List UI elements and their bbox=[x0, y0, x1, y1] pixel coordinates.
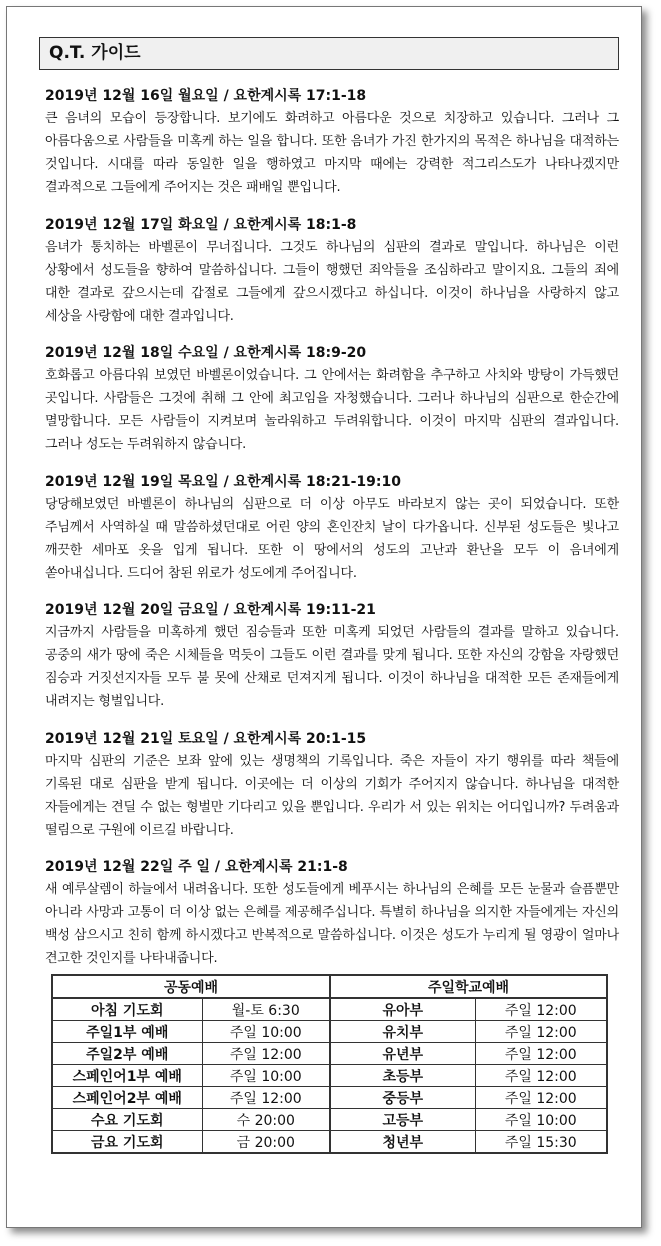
department-time: 주일 12:00 bbox=[475, 1021, 607, 1043]
entry-heading: 2019년 12월 19일 목요일 / 요한계시록 18:21-19:10 bbox=[45, 473, 401, 490]
department-name: 초등부 bbox=[330, 1065, 475, 1087]
service-time: 주일 12:00 bbox=[202, 1043, 330, 1065]
department-time: 주일 12:00 bbox=[475, 998, 607, 1021]
entry-body: 새 예루살렘이 하늘에서 내려옵니다. 또한 성도들에게 베푸시는 하나님의 은혜를 모든 눈물과 슬픔뿐만 아니라 사망과 고통이 더 이상 없는 은혜를 제공해주십니다. 특별히 하나님을 의지한 자들에게는 자신의 백성 삼으시고 친히 함께 하시겠다고 반복적으로 말씀하십니다. 이것은 성도가 누리게 될 영광이 얼마나 견고한 것인지를 나타내줍니다. bbox=[45, 882, 619, 966]
qt-entry bbox=[45, 214, 619, 343]
department-time: 주일 12:00 bbox=[475, 1087, 607, 1109]
service-name: 주일2부 예배 bbox=[52, 1043, 202, 1065]
entry-heading: 2019년 12월 18일 수요일 / 요한계시록 18:9-20 bbox=[45, 345, 367, 361]
entry-heading: 2019년 12월 20일 금요일 / 요한계시록 19:11-21 bbox=[45, 602, 376, 618]
qt-entry bbox=[45, 728, 619, 857]
worship-schedule-table bbox=[51, 974, 608, 1154]
entry-body: 큰 음녀의 모습이 등장합니다. 보기에도 화려하고 아름다운 것으로 치장하고 있습니다. 그러나 그 아름다움으로 사람들을 미혹케 하는 일을 합니다. 또한 음녀가 가진 한가지의 목적은 하나님을 대적하는 것입니다. 시대를 따라 동일한 일을 행하였고 마지막 때에는 강력한 적그리스도가 나타나겠지만 결과적으로 그들에게 주어지는 것은 패배일 뿐입니다. bbox=[45, 111, 619, 195]
qt-entry bbox=[45, 342, 619, 471]
header-sunday-school: 주일학교예배 bbox=[330, 975, 607, 998]
table-row bbox=[52, 1109, 607, 1131]
table-header-row bbox=[52, 975, 607, 998]
department-name: 중등부 bbox=[330, 1087, 475, 1109]
table-row bbox=[52, 1021, 607, 1043]
table-row bbox=[52, 1131, 607, 1154]
service-time: 주일 12:00 bbox=[202, 1087, 330, 1109]
table-row bbox=[52, 1065, 607, 1087]
entry-heading: 2019년 12월 21일 토요일 / 요한계시록 20:1-15 bbox=[45, 730, 367, 747]
service-time: 주일 10:00 bbox=[202, 1065, 330, 1087]
service-name: 스페인어1부 예배 bbox=[52, 1065, 202, 1087]
section-title: Q.T. 가이드 bbox=[39, 37, 619, 70]
qt-entry bbox=[45, 599, 619, 728]
department-time: 주일 10:00 bbox=[475, 1109, 607, 1131]
department-time: 주일 15:30 bbox=[475, 1131, 607, 1154]
table-row bbox=[52, 1043, 607, 1065]
department-name: 유치부 bbox=[330, 1021, 475, 1043]
table-row bbox=[52, 1087, 607, 1109]
qt-entry bbox=[45, 85, 619, 214]
entry-heading: 2019년 12월 16일 월요일 / 요한계시록 17:1-18 bbox=[45, 88, 367, 104]
department-name: 유아부 bbox=[330, 998, 475, 1021]
service-name: 스페인어2부 예배 bbox=[52, 1087, 202, 1109]
entry-heading: 2019년 12월 17일 화요일 / 요한계시록 18:1-8 bbox=[45, 216, 357, 233]
department-name: 고등부 bbox=[330, 1109, 475, 1131]
table-row bbox=[52, 998, 607, 1021]
qt-entries bbox=[45, 85, 619, 985]
service-name: 수요 기도회 bbox=[52, 1109, 202, 1131]
entry-body: 마지막 심판의 기준은 보좌 앞에 있는 생명책의 기록입니다. 죽은 자들이 자기 행위를 따라 책들에 기록된 대로 심판을 받게 됩니다. 이곳에는 더 이상의 기회가 주어지지 않습니다. 하나님을 대적한 자들에게는 견딜 수 없는 형벌만 기다리고 있을 뿐입니다. 우리가 서 있는 위치는 어디입니까? 두려움과 떨림으로 구원에 이르길 바랍니다. bbox=[45, 753, 619, 838]
bulletin-page bbox=[6, 6, 642, 1228]
department-name: 청년부 bbox=[330, 1131, 475, 1154]
service-time: 금 20:00 bbox=[202, 1131, 330, 1154]
entry-body: 당당해보였던 바벨론이 하나님의 심판으로 더 이상 아무도 바라보지 않는 곳이 되었습니다. 또한 주님께서 사역하실 때 말씀하셨던대로 어린 양의 혼인잔치 날이 다가옵니다. 신부된 성도들은 빛나고 깨끗한 세마포 옷을 입게 됩니다. 또한 이 땅에서의 성도의 고난과 환난을 모두 이 음녀에게 쏟아내십니다. 드디어 참된 위로가 성도에게 주어집니다. bbox=[45, 496, 619, 581]
header-congregational-worship: 공동예배 bbox=[52, 975, 330, 998]
service-name: 아침 기도회 bbox=[52, 998, 202, 1021]
entry-body: 호화롭고 아름다워 보였던 바벨론이었습니다. 그 안에서는 화려함을 추구하고 사치와 방탕이 가득했던 곳입니다. 사람들은 그것에 취해 그 안에 최고임을 자청했습니다. 그러나 하나님의 심판으로 한순간에 멸망합니다. 모든 사람들이 지켜보며 놀라워하고 두려워합니다. 이것이 마지막 심판의 결과입니다. 그러나 성도는 두려워하지 않습니다. bbox=[45, 368, 619, 452]
department-time: 주일 12:00 bbox=[475, 1065, 607, 1087]
qt-entry bbox=[45, 856, 619, 985]
service-name: 금요 기도회 bbox=[52, 1131, 202, 1154]
entry-body: 지금까지 사람들을 미혹하게 했던 짐승들과 또한 미혹케 되었던 사람들의 결과를 말하고 있습니다. 공중의 새가 땅에 죽은 시체들을 먹듯이 그들도 이런 결과를 맞게 됩니다. 또한 자신의 강함을 자랑했던 짐승과 거짓선지자들 모두 불 못에 산채로 던져지게 됩니다. 이것이 하나님을 대적한 모든 존재들에게 내려지는 형벌입니다. bbox=[45, 625, 619, 709]
qt-entry bbox=[45, 471, 619, 600]
service-name: 주일1부 예배 bbox=[52, 1021, 202, 1043]
service-time: 월-토 6:30 bbox=[202, 998, 330, 1021]
entry-heading: 2019년 12월 22일 주 일 / 요한계시록 21:1-8 bbox=[45, 859, 348, 875]
entry-body: 음녀가 통치하는 바벨론이 무너집니다. 그것도 하나님의 심판의 결과로 말입니다. 하나님은 이런 상황에서 성도들을 향하여 말씀하십니다. 그들이 행했던 죄악들을 조심하라고 말이지요. 그들의 죄에 대한 결과로 갚으시는데 갑절로 그들에게 갚으시겠다고 하십니다. 이것이 하나님을 사랑하지 않고 세상을 사랑함에 대한 결과입니다. bbox=[45, 239, 619, 324]
department-time: 주일 12:00 bbox=[475, 1043, 607, 1065]
department-name: 유년부 bbox=[330, 1043, 475, 1065]
service-time: 수 20:00 bbox=[202, 1109, 330, 1131]
service-time: 주일 10:00 bbox=[202, 1021, 330, 1043]
